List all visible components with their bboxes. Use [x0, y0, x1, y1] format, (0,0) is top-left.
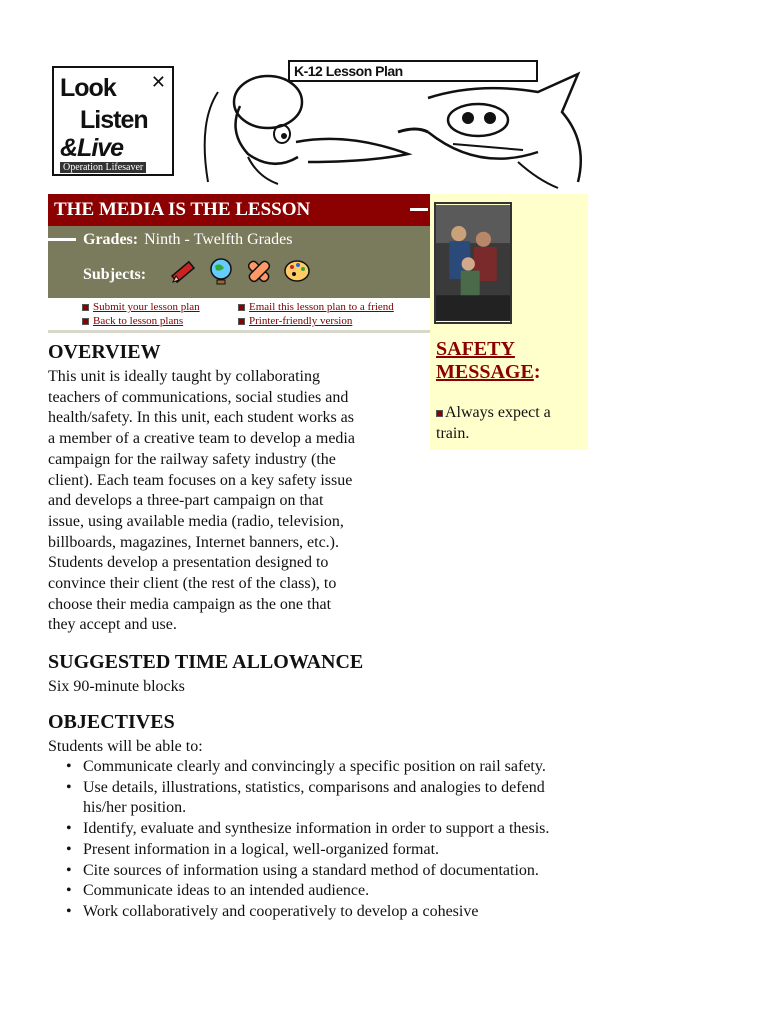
overview-line: This unit is ideally taught by collaborating	[48, 368, 320, 385]
overview-line: a member of a creative team to develop a media	[48, 430, 355, 448]
k12-lesson-plan-label: K-12 Lesson Plan	[288, 60, 538, 82]
link-item	[238, 300, 394, 314]
printer-friendly-link[interactable]: Printer-friendly version	[249, 315, 353, 327]
lesson-title-bar	[48, 194, 430, 226]
list-item: • Use details, illustrations, statistics, comparisons and analogies to defend his/her position.	[48, 778, 588, 819]
list-item: • Communicate ideas to an intended audience.	[48, 881, 588, 902]
section-divider	[48, 330, 430, 333]
safety-heading-line1: SAFETY	[436, 338, 515, 360]
overview-line: teachers of communications, social studies and	[48, 388, 349, 406]
overview-line: Students develop a presentation designed to	[48, 554, 329, 572]
safety-heading-colon: :	[533, 361, 541, 383]
objectives-heading: OBJECTIVES	[48, 711, 175, 733]
grades-line	[83, 231, 292, 249]
links-column-right	[238, 300, 394, 328]
overview-line: convince their client (the rest of the class), to	[48, 575, 337, 593]
logo-subtitle: Operation Lifesaver	[60, 162, 146, 173]
objectives-intro: Students will be able to:	[48, 738, 203, 755]
railroad-crossing-icon: ✕	[150, 72, 166, 93]
list-item: • Identify, evaluate and synthesize information in order to support a thesis.	[48, 819, 588, 840]
overview-line: billboards, magazines, Internet banners, etc.).	[48, 533, 339, 551]
overview-paragraph	[48, 367, 418, 636]
links-column-left	[82, 300, 200, 328]
globe-icon	[206, 256, 236, 286]
overview-heading: OVERVIEW	[48, 341, 161, 363]
bullet-icon	[238, 304, 245, 311]
submit-lesson-plan-link[interactable]: Submit your lesson plan	[93, 301, 200, 313]
bullet-icon	[82, 318, 89, 325]
students-photo	[434, 202, 512, 324]
bullet-icon	[238, 318, 245, 325]
overview-line: health/safety. In this unit, each student works as	[48, 409, 354, 427]
bullet-icon	[82, 304, 89, 311]
logo-live: &Live	[60, 134, 124, 162]
logo-look: Look	[60, 74, 116, 102]
overview-line: choose their media campaign as the one that	[48, 595, 332, 613]
list-item: • Present information in a logical, well-organized format.	[48, 840, 588, 861]
link-item	[238, 314, 394, 328]
overview-line: campaign for the railway safety industry (the	[48, 450, 336, 468]
safety-message-heading	[436, 338, 540, 384]
meta-dash-decoration	[48, 238, 76, 241]
back-to-lesson-plans-link[interactable]: Back to lesson plans	[93, 315, 184, 327]
overview-line: and develops a three-part campaign on that	[48, 492, 324, 510]
objectives-list	[48, 757, 588, 923]
list-item: • Cite sources of information using a standard method of documentation.	[48, 861, 588, 882]
time-allowance-heading: SUGGESTED TIME ALLOWANCE	[48, 651, 364, 673]
logo-listen: Listen	[80, 106, 148, 134]
list-item: • Work collaboratively and cooperatively to develop a cohesive	[48, 902, 588, 923]
lesson-title: THE MEDIA IS THE LESSON	[54, 199, 311, 220]
grades-label: Grades:	[83, 231, 139, 248]
subjects-label: Subjects:	[83, 266, 147, 283]
list-item: • Communicate clearly and convincingly a specific position on rail safety.	[48, 757, 588, 778]
lesson-links	[48, 298, 430, 328]
safety-message-text	[436, 402, 586, 444]
operation-lifesaver-logo[interactable]	[52, 66, 174, 176]
link-item	[82, 314, 200, 328]
email-lesson-plan-link[interactable]: Email this lesson plan to a friend	[249, 301, 394, 313]
subject-icons	[168, 256, 312, 286]
link-item	[82, 300, 200, 314]
grades-value: Ninth - Twelfth Grades	[144, 231, 293, 248]
safety-message-panel	[430, 194, 588, 450]
safety-heading-line2: MESSAGE	[436, 361, 534, 383]
overview-line: client). Each team focuses on a key safety issue	[48, 471, 353, 489]
header-banner	[48, 58, 588, 190]
pencil-icon	[168, 256, 198, 286]
bullet-icon	[436, 410, 443, 417]
bandage-icon	[244, 256, 274, 286]
overview-line: they accept and use.	[48, 616, 177, 634]
safety-message: Always expect a train.	[436, 404, 551, 442]
overview-line: issue, using available media (radio, television,	[48, 512, 344, 530]
time-allowance-text: Six 90-minute blocks	[48, 678, 185, 695]
lesson-meta-block	[48, 226, 430, 298]
title-dash-decoration	[410, 208, 428, 211]
palette-icon	[282, 256, 312, 286]
